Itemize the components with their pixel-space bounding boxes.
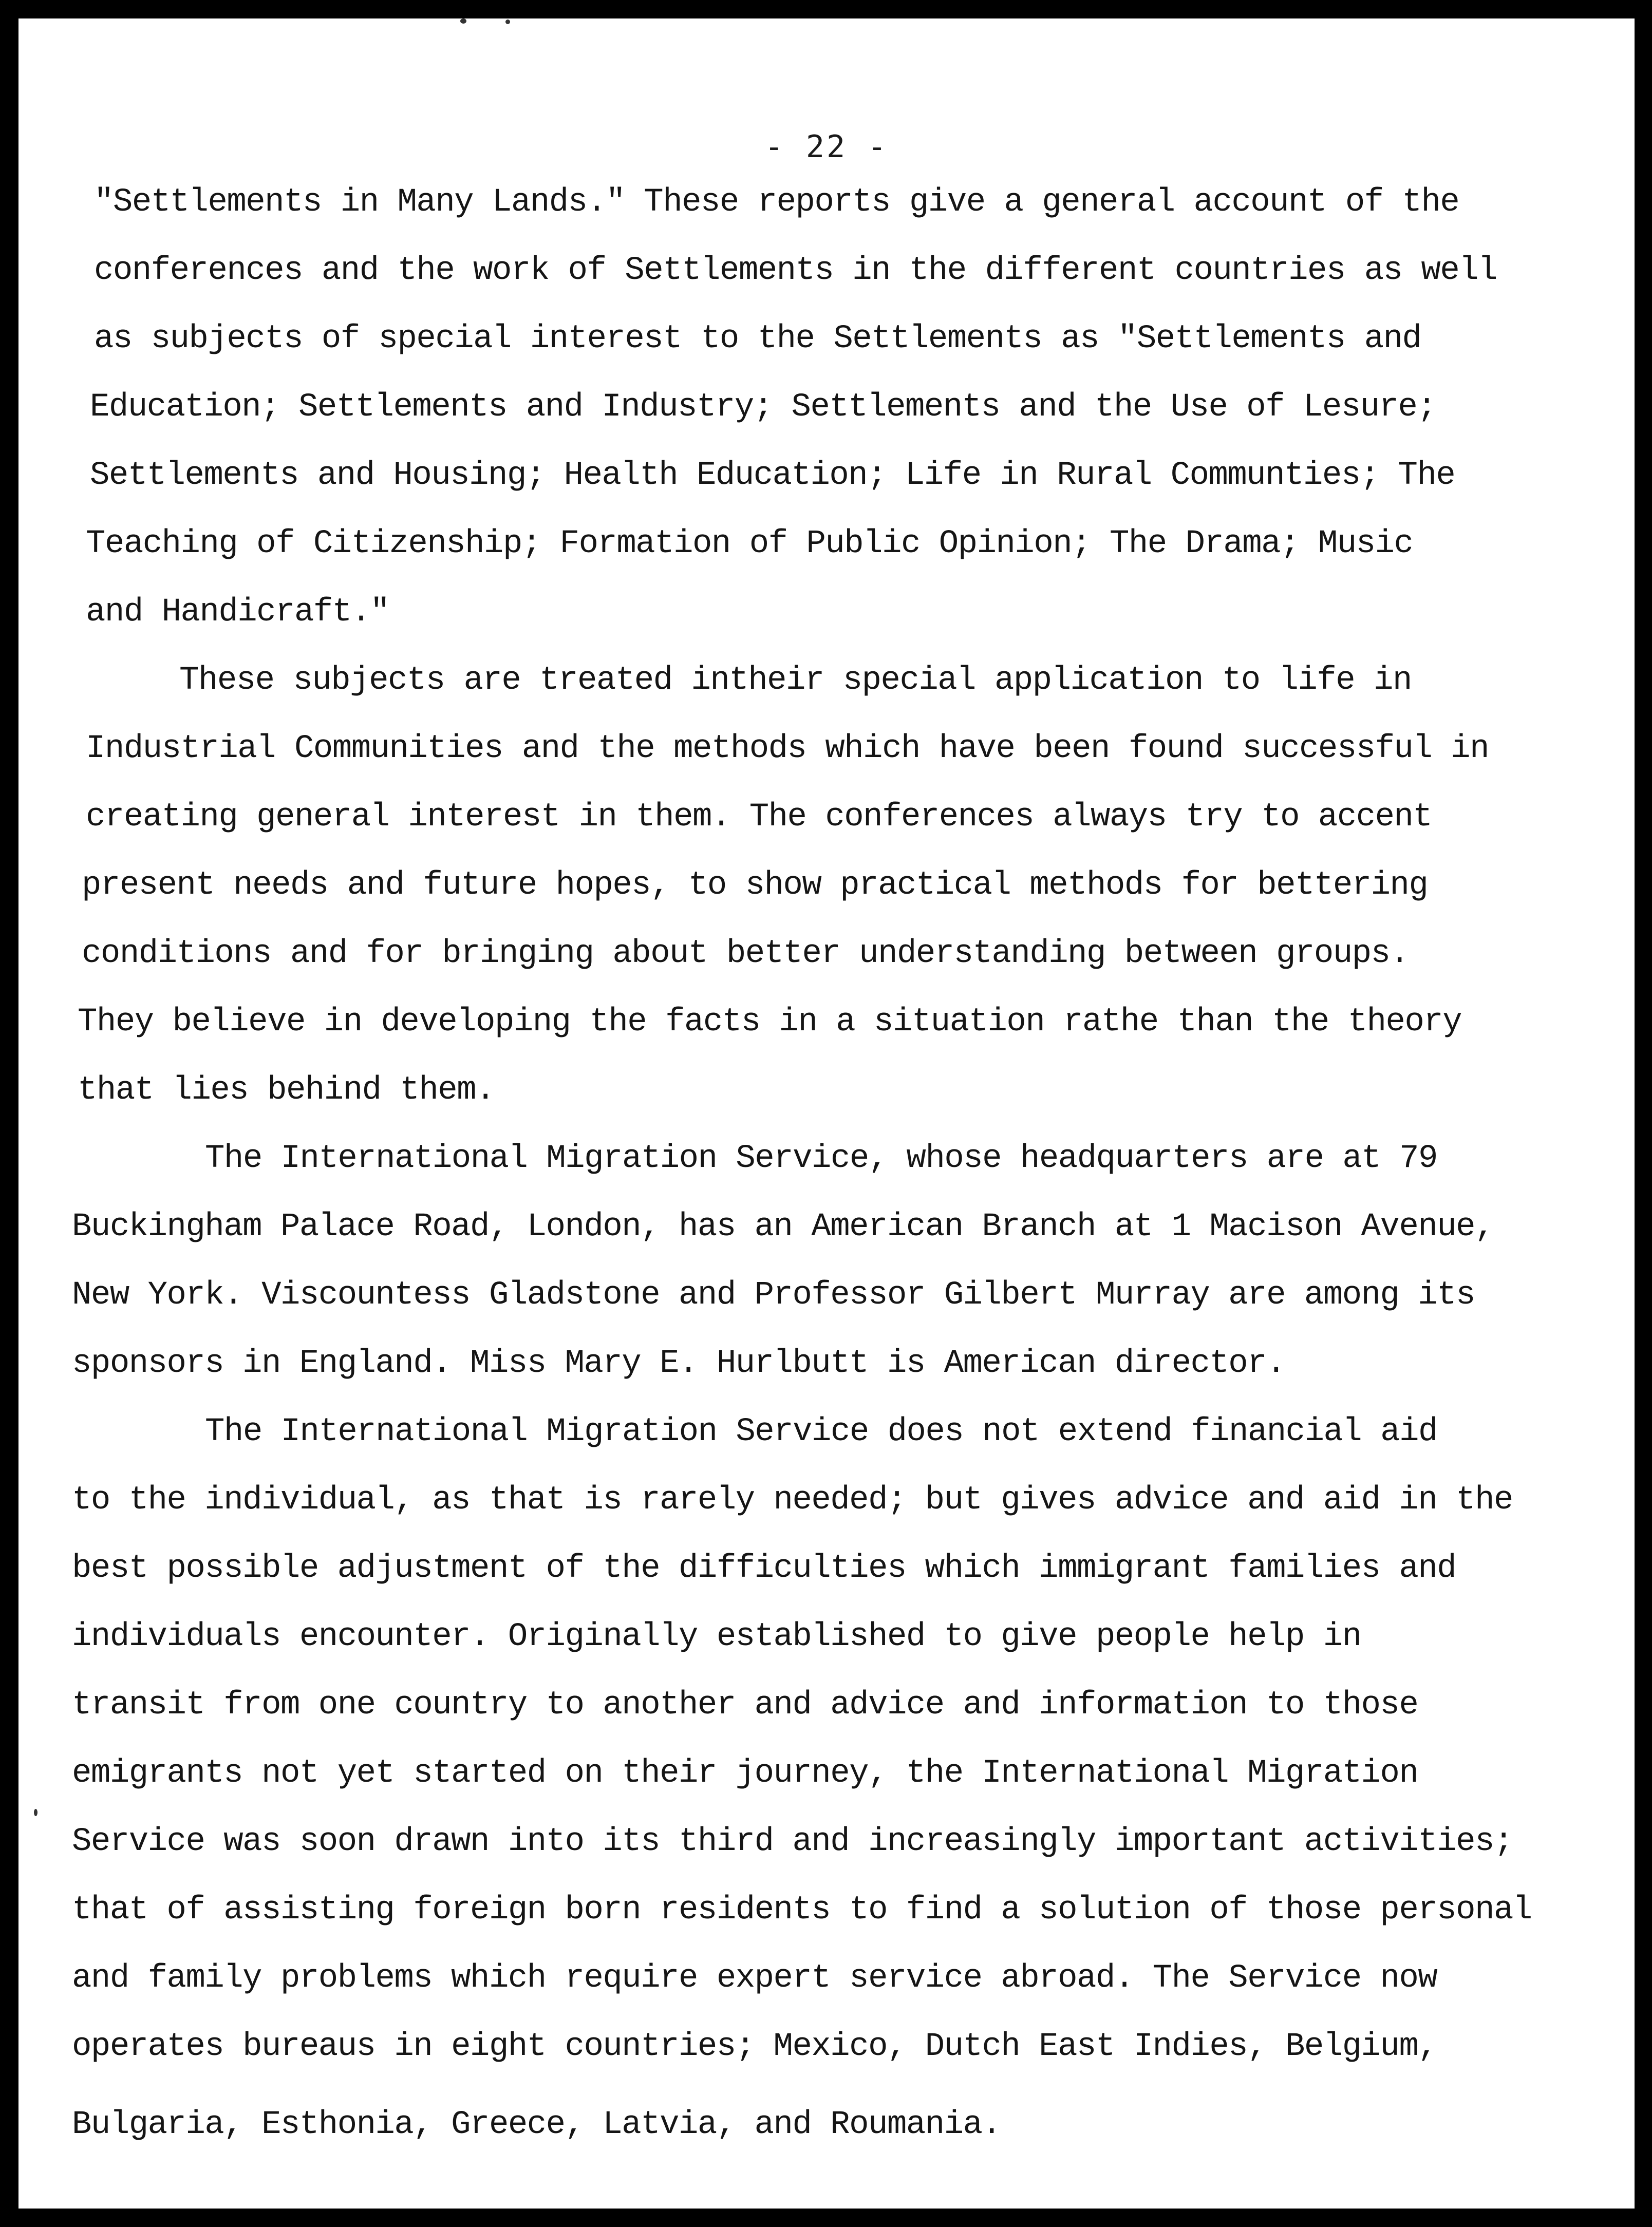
scan-speck — [505, 20, 510, 24]
text-line: They believe in developing the facts in a situation rathe than the theory — [78, 1004, 1462, 1041]
text-line: Teaching of Citizenship; Formation of Public Opinion; The Drama; Music — [86, 525, 1413, 562]
text-line: Bulgaria, Esthonia, Greece, Latvia, and Roumania. — [72, 2106, 1001, 2143]
text-line: The International Migration Service, whose headquarters are at 79 — [205, 1140, 1437, 1177]
text-line: Industrial Communities and the methods which have been found successful in — [86, 730, 1489, 767]
text-line: emigrants not yet started on their journey, the International Migration — [72, 1755, 1418, 1792]
text-line: Service was soon drawn into its third and increasingly important activities; — [72, 1823, 1513, 1860]
text-line: Education; Settlements and Industry; Settlements and the Use of Lesure; — [90, 389, 1436, 426]
text-line: conditions and for bringing about better understanding between groups. — [82, 935, 1409, 972]
text-line: present needs and future hopes, to show practical methods for bettering — [82, 867, 1428, 904]
text-line: sponsors in England. Miss Mary E. Hurlbutt is American director. — [72, 1345, 1285, 1382]
text-line: creating general interest in them. The conferences always try to accent — [86, 799, 1432, 836]
scan-speck — [460, 18, 466, 24]
text-line: "Settlements in Many Lands." These reports give a general account of the — [94, 184, 1459, 221]
text-line: to the individual, as that is rarely needed; but gives advice and aid in the — [72, 1482, 1513, 1519]
text-line: and Handicraft." — [86, 594, 389, 631]
scan-speck — [34, 1809, 37, 1816]
text-line: transit from one country to another and advice and information to those — [72, 1687, 1418, 1724]
page-number: - 22 - — [764, 129, 889, 165]
text-line: that lies behind them. — [78, 1072, 495, 1109]
text-line: operates bureaus in eight countries; Mexico, Dutch East Indies, Belgium, — [72, 2028, 1437, 2065]
text-line: The International Migration Service does not extend financial aid — [205, 1413, 1437, 1450]
document-page — [18, 18, 1635, 2209]
text-line: These subjects are treated intheir special application to life in — [179, 662, 1412, 699]
text-line: Settlements and Housing; Health Education; Life in Rural Communties; The — [90, 457, 1455, 494]
text-line: as subjects of special interest to the Settlements as "Settlements and — [94, 320, 1421, 357]
text-line: and family problems which require expert service abroad. The Service now — [72, 1960, 1437, 1997]
text-line: New York. Viscountess Gladstone and Professor Gilbert Murray are among its — [72, 1277, 1475, 1314]
text-line: conferences and the work of Settlements in the different countries as well — [94, 252, 1497, 289]
text-line: individuals encounter. Originally established to give people help in — [72, 1618, 1361, 1655]
text-line: best possible adjustment of the difficulties which immigrant families and — [72, 1550, 1456, 1587]
text-line: that of assisting foreign born residents to find a solution of those personal — [72, 1892, 1532, 1929]
text-line: Buckingham Palace Road, London, has an American Branch at 1 Macison Avenue, — [72, 1209, 1494, 1245]
